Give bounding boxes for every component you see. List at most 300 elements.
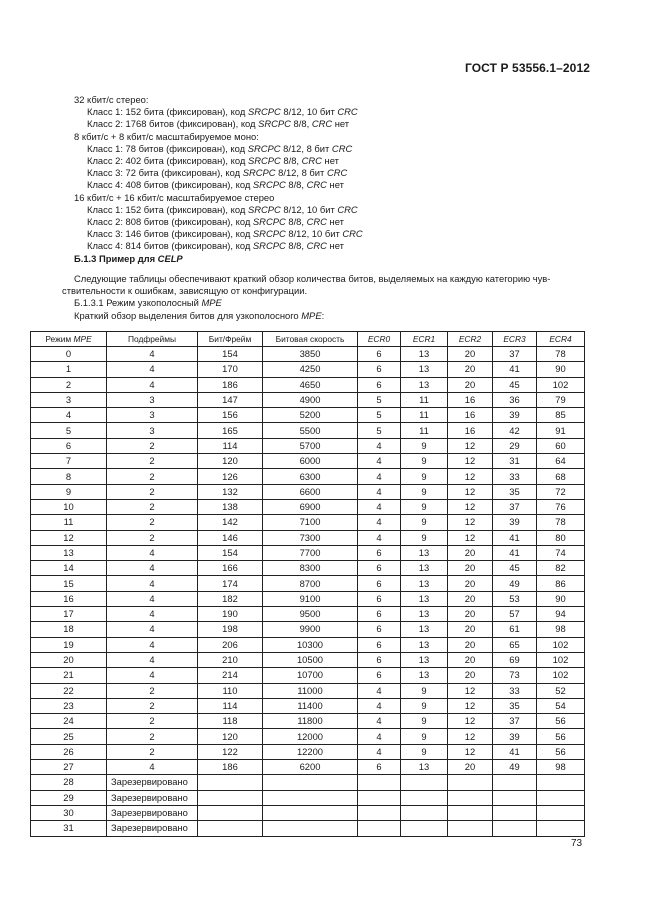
- table-cell: 102: [537, 637, 585, 652]
- table-cell: 4: [358, 469, 401, 484]
- table-cell: 6300: [263, 469, 358, 484]
- line-text: 8 кбит/с + 8 кбит/с масштабируемое моно:: [74, 130, 259, 142]
- table-cell: 20: [448, 362, 493, 377]
- column-header: [31, 332, 107, 347]
- table-cell: 4: [358, 484, 401, 499]
- table-cell: 2: [107, 698, 198, 713]
- table-cell: 4: [107, 576, 198, 591]
- table-cell: 2: [107, 438, 198, 453]
- line-text: Класс 2: 1768 битов (фиксирован), код: [87, 118, 259, 130]
- table-cell: 3850: [263, 347, 358, 362]
- table-cell: 27: [31, 760, 107, 775]
- table-cell: 13: [401, 652, 448, 667]
- table-row: [31, 607, 585, 622]
- table-cell: 4: [358, 515, 401, 530]
- table-cell: 9: [401, 530, 448, 545]
- table-cell: 11: [401, 408, 448, 423]
- table-cell: 120: [198, 729, 263, 744]
- table-cell: 4: [358, 729, 401, 744]
- table-cell: 98: [537, 622, 585, 637]
- table-cell: 5200: [263, 408, 358, 423]
- table-cell: 13: [401, 622, 448, 637]
- table-cell: 26: [31, 744, 107, 759]
- table-cell: 6: [358, 362, 401, 377]
- table-cell: 13: [401, 760, 448, 775]
- table-cell: 4: [358, 683, 401, 698]
- table-cell: 21: [31, 668, 107, 683]
- table-cell: 9: [401, 438, 448, 453]
- table-cell: 165: [198, 423, 263, 438]
- table-cell: 29: [31, 790, 107, 805]
- table-cell: 68: [537, 469, 585, 484]
- table-cell: [401, 821, 448, 836]
- column-header: [401, 332, 448, 347]
- table-cell: 154: [198, 347, 263, 362]
- table-cell: 5500: [263, 423, 358, 438]
- table-cell: 118: [198, 714, 263, 729]
- table-cell: 79: [537, 392, 585, 407]
- table-cell: 13: [401, 668, 448, 683]
- table-cell: 73: [493, 668, 537, 683]
- table-cell: [537, 790, 585, 805]
- table-cell: 114: [198, 698, 263, 713]
- table-cell: [263, 805, 358, 820]
- table-cell: 56: [537, 729, 585, 744]
- line-text: Класс 1: 78 битов (фиксирован), код: [87, 142, 248, 154]
- class-line: [74, 143, 594, 155]
- italic-term: SRCPC: [252, 240, 286, 252]
- table-cell: 5: [358, 408, 401, 423]
- table-cell: [448, 805, 493, 820]
- section-heading-italic: CELP: [157, 253, 183, 264]
- table-row: [31, 484, 585, 499]
- table-cell: 33: [493, 683, 537, 698]
- table-cell: 39: [493, 515, 537, 530]
- table-row: [31, 790, 585, 805]
- table-cell: [448, 821, 493, 836]
- table-cell: 4: [107, 607, 198, 622]
- table-row: [31, 561, 585, 576]
- table-cell: 3: [107, 392, 198, 407]
- table-row: [31, 714, 585, 729]
- table-cell: 10: [31, 499, 107, 514]
- table-cell: 6: [358, 377, 401, 392]
- table-cell: 49: [493, 576, 537, 591]
- table-cell: [448, 775, 493, 790]
- table-cell: [493, 790, 537, 805]
- table-cell: 91: [537, 423, 585, 438]
- table-cell: 5700: [263, 438, 358, 453]
- header-text: Подфреймы: [127, 334, 177, 344]
- table-cell: [493, 805, 537, 820]
- table-cell: 4: [107, 591, 198, 606]
- table-row: [31, 469, 585, 484]
- line-text: Класс 2: 808 битов (фиксирован), код: [87, 216, 253, 228]
- table-cell: 126: [198, 469, 263, 484]
- table-cell: 82: [537, 561, 585, 576]
- table-cell: 122: [198, 744, 263, 759]
- line-text: 8/12, 8 бит: [280, 142, 332, 154]
- line-text: нет: [332, 118, 350, 130]
- line-text: нет: [326, 216, 344, 228]
- table-row: [31, 438, 585, 453]
- table-cell: 52: [537, 683, 585, 698]
- table-cell: 64: [537, 454, 585, 469]
- bit-allocation-table: [30, 331, 585, 837]
- table-cell: 6: [358, 607, 401, 622]
- class-line: [74, 179, 594, 191]
- table-cell: 42: [493, 423, 537, 438]
- document-code: ГОСТ Р 53556.1–2012: [465, 61, 590, 75]
- table-row: [31, 454, 585, 469]
- table-row: [31, 545, 585, 560]
- header-italic: ECR2: [458, 334, 482, 344]
- header-italic: ECR4: [549, 334, 572, 344]
- table-cell: 20: [448, 377, 493, 392]
- table-row: [31, 362, 585, 377]
- column-header: [493, 332, 537, 347]
- table-row: [31, 392, 585, 407]
- table-cell: [401, 775, 448, 790]
- header-italic: ECR3: [503, 334, 526, 344]
- table-cell: 90: [537, 591, 585, 606]
- table-row: [31, 775, 585, 790]
- table-cell: 182: [198, 591, 263, 606]
- table-cell: 102: [537, 652, 585, 667]
- table-cell: 4: [107, 377, 198, 392]
- table-cell: 147: [198, 392, 263, 407]
- table-cell: Зарезервировано: [107, 805, 198, 820]
- table-row: [31, 622, 585, 637]
- table-cell: 6: [358, 668, 401, 683]
- table-cell: 190: [198, 607, 263, 622]
- table-cell: 120: [198, 454, 263, 469]
- paragraph-line-2: ствительности к ошибкам, зависящую от конфигурации.: [62, 285, 308, 297]
- table-cell: 15: [31, 576, 107, 591]
- table-row: [31, 377, 585, 392]
- table-row: [31, 347, 585, 362]
- table-cell: 13: [401, 607, 448, 622]
- table-cell: 20: [448, 545, 493, 560]
- table-cell: 56: [537, 744, 585, 759]
- table-cell: 13: [401, 576, 448, 591]
- bitrate-mode-line: [74, 94, 594, 106]
- table-cell: 20: [448, 760, 493, 775]
- table-cell: 20: [448, 576, 493, 591]
- table-cell: 186: [198, 760, 263, 775]
- class-line: [74, 167, 594, 179]
- table-cell: 4900: [263, 392, 358, 407]
- line-text: Класс 3: 146 битов (фиксирован), код: [87, 228, 253, 240]
- table-cell: 9: [31, 484, 107, 499]
- table-cell: 11000: [263, 683, 358, 698]
- table-cell: 80: [537, 530, 585, 545]
- table-cell: 12: [448, 438, 493, 453]
- table-cell: 6: [358, 637, 401, 652]
- class-line: [74, 240, 594, 252]
- table-cell: 11: [401, 423, 448, 438]
- table-cell: [198, 775, 263, 790]
- italic-term: CRC: [306, 179, 327, 191]
- table-cell: [537, 775, 585, 790]
- line-text: Класс 1: 152 бита (фиксирован), код: [87, 106, 248, 118]
- table-cell: 25: [31, 729, 107, 744]
- italic-term: SRCPC: [247, 142, 281, 154]
- column-header: [358, 332, 401, 347]
- table-cell: 9: [401, 515, 448, 530]
- table-cell: 74: [537, 545, 585, 560]
- table-cell: 9: [401, 698, 448, 713]
- table-cell: 12: [448, 698, 493, 713]
- table-cell: 6: [358, 545, 401, 560]
- table-cell: 4: [31, 408, 107, 423]
- table-cell: 20: [448, 347, 493, 362]
- italic-term: SRCPC: [258, 118, 291, 130]
- table-cell: 2: [107, 499, 198, 514]
- bitrate-mode-line: [74, 131, 594, 143]
- table-cell: 11800: [263, 714, 358, 729]
- table-cell: 7700: [263, 545, 358, 560]
- table-cell: 76: [537, 499, 585, 514]
- table-cell: 12: [448, 454, 493, 469]
- table-cell: 12: [448, 744, 493, 759]
- table-cell: 54: [537, 698, 585, 713]
- table-cell: 2: [107, 469, 198, 484]
- table-cell: 3: [31, 392, 107, 407]
- line-text: 8/12, 10 бит: [280, 106, 338, 118]
- table-cell: 13: [401, 591, 448, 606]
- header-italic: MPE: [73, 334, 92, 344]
- table-cell: 86: [537, 576, 585, 591]
- table-cell: 3: [107, 423, 198, 438]
- column-header: [537, 332, 585, 347]
- table-cell: 2: [107, 454, 198, 469]
- header-text: Режим: [45, 334, 74, 344]
- table-cell: 9500: [263, 607, 358, 622]
- table-cell: 170: [198, 362, 263, 377]
- header-italic: ECR0: [367, 334, 391, 344]
- table-cell: 22: [31, 683, 107, 698]
- table-cell: 13: [401, 377, 448, 392]
- table-cell: 6: [358, 347, 401, 362]
- table-cell: 9900: [263, 622, 358, 637]
- table-cell: 9: [401, 683, 448, 698]
- table-cell: 4: [107, 622, 198, 637]
- table-cell: 4: [358, 714, 401, 729]
- table-cell: 31: [31, 821, 107, 836]
- line-text: нет: [326, 240, 344, 252]
- table-cell: 9: [401, 714, 448, 729]
- italic-term: CRC: [301, 155, 322, 167]
- table-cell: 39: [493, 729, 537, 744]
- table-cell: 110: [198, 683, 263, 698]
- table-cell: [493, 821, 537, 836]
- table-cell: 2: [107, 515, 198, 530]
- table-header-row: [31, 332, 585, 347]
- table-cell: 16: [448, 408, 493, 423]
- header-text: Битовая скорость: [275, 334, 345, 344]
- table-cell: [198, 790, 263, 805]
- table-cell: 24: [31, 714, 107, 729]
- table-cell: 36: [493, 392, 537, 407]
- table-row: [31, 683, 585, 698]
- table-cell: 10500: [263, 652, 358, 667]
- table-cell: 12: [448, 729, 493, 744]
- table-cell: 6000: [263, 454, 358, 469]
- table-cell: 56: [537, 714, 585, 729]
- class-line: [74, 216, 594, 228]
- italic-term: CRC: [311, 118, 333, 130]
- column-header: [263, 332, 358, 347]
- table-cell: 5: [31, 423, 107, 438]
- table-cell: 23: [31, 698, 107, 713]
- table-cell: 33: [493, 469, 537, 484]
- line-text: 8/8,: [290, 118, 312, 130]
- table-cell: 37: [493, 347, 537, 362]
- table-cell: 20: [448, 652, 493, 667]
- line-text: 8/8,: [280, 155, 302, 167]
- table-cell: 2: [107, 729, 198, 744]
- table-cell: 49: [493, 760, 537, 775]
- table-cell: 4250: [263, 362, 358, 377]
- table-cell: 2: [107, 484, 198, 499]
- table-cell: 2: [107, 530, 198, 545]
- table-cell: 2: [31, 377, 107, 392]
- table-cell: [537, 821, 585, 836]
- table-cell: 35: [493, 484, 537, 499]
- table-body: [31, 347, 585, 837]
- table-cell: 72: [537, 484, 585, 499]
- table-cell: 78: [537, 347, 585, 362]
- table-cell: 7100: [263, 515, 358, 530]
- table-cell: [358, 805, 401, 820]
- table-cell: [263, 775, 358, 790]
- table-cell: 61: [493, 622, 537, 637]
- class-line: [74, 228, 594, 240]
- table-cell: 166: [198, 561, 263, 576]
- italic-term: SRCPC: [247, 203, 281, 215]
- caption-italic: MPE: [301, 309, 322, 321]
- table-cell: 6: [358, 652, 401, 667]
- table-cell: 156: [198, 408, 263, 423]
- table-cell: [401, 790, 448, 805]
- table-cell: 11: [31, 515, 107, 530]
- table-cell: 4: [358, 499, 401, 514]
- table-cell: 13: [401, 561, 448, 576]
- table-row: [31, 576, 585, 591]
- table-cell: 16: [31, 591, 107, 606]
- table-cell: 6600: [263, 484, 358, 499]
- subsection-text: Б.1.3.1 Режим узкополосный: [74, 297, 202, 309]
- line-text: Класс 1: 152 бита (фиксирован), код: [87, 203, 248, 215]
- table-cell: 12000: [263, 729, 358, 744]
- table-cell: 6: [358, 576, 401, 591]
- line-text: Класс 4: 408 битов (фиксирован), код: [87, 179, 253, 191]
- table-cell: 4: [107, 652, 198, 667]
- subsection-italic: MPE: [201, 297, 222, 309]
- table-cell: 102: [537, 377, 585, 392]
- table-cell: 206: [198, 637, 263, 652]
- table-cell: 8300: [263, 561, 358, 576]
- italic-term: CRC: [306, 216, 327, 228]
- italic-term: CRC: [337, 203, 358, 215]
- table-cell: 13: [401, 362, 448, 377]
- table-cell: 4: [358, 698, 401, 713]
- class-line: [74, 155, 594, 167]
- table-row: [31, 423, 585, 438]
- table-cell: 12: [448, 499, 493, 514]
- table-cell: 7: [31, 454, 107, 469]
- table-cell: 210: [198, 652, 263, 667]
- table-cell: 98: [537, 760, 585, 775]
- table-cell: 20: [448, 668, 493, 683]
- table-cell: 4650: [263, 377, 358, 392]
- paragraph-line-1: Следующие таблицы обеспечивают краткий обзор количества битов, выделяемых на каждую категорию чув-: [74, 273, 551, 284]
- table-cell: 142: [198, 515, 263, 530]
- table-row: [31, 668, 585, 683]
- table-cell: Зарезервировано: [107, 790, 198, 805]
- table-row: [31, 760, 585, 775]
- header-text: Бит/Фрейм: [208, 334, 252, 344]
- table-cell: 13: [401, 637, 448, 652]
- table-cell: 37: [493, 499, 537, 514]
- table-cell: 6: [31, 438, 107, 453]
- table-cell: 174: [198, 576, 263, 591]
- table-cell: 114: [198, 438, 263, 453]
- class-line: [74, 204, 594, 216]
- table-cell: Зарезервировано: [107, 821, 198, 836]
- table-row: [31, 637, 585, 652]
- italic-term: CRC: [326, 167, 348, 179]
- table-cell: 11400: [263, 698, 358, 713]
- table-cell: [263, 821, 358, 836]
- table-cell: 39: [493, 408, 537, 423]
- table-cell: 154: [198, 545, 263, 560]
- table-row: [31, 821, 585, 836]
- table-cell: 41: [493, 744, 537, 759]
- table-cell: 6: [358, 561, 401, 576]
- table-cell: 45: [493, 377, 537, 392]
- table-row: [31, 744, 585, 759]
- italic-term: CRC: [331, 142, 353, 154]
- table-cell: 6: [358, 760, 401, 775]
- table-cell: [358, 821, 401, 836]
- column-header: [198, 332, 263, 347]
- table-cell: [401, 805, 448, 820]
- table-cell: 41: [493, 545, 537, 560]
- table-cell: [358, 775, 401, 790]
- table-cell: 4: [107, 362, 198, 377]
- table-cell: 5: [358, 392, 401, 407]
- table-cell: 8: [31, 469, 107, 484]
- italic-term: CRC: [306, 240, 327, 252]
- table-caption: [62, 310, 587, 322]
- italic-term: SRCPC: [252, 179, 286, 191]
- column-header: [107, 332, 198, 347]
- table-cell: 20: [448, 561, 493, 576]
- table-cell: 186: [198, 377, 263, 392]
- table-cell: 4: [358, 454, 401, 469]
- table-cell: 4: [358, 530, 401, 545]
- table-cell: 2: [107, 683, 198, 698]
- intro-paragraph: [62, 273, 587, 322]
- table-cell: 29: [493, 438, 537, 453]
- line-text: 8/12, 8 бит: [275, 167, 327, 179]
- table-cell: 4: [107, 561, 198, 576]
- table-cell: 37: [493, 714, 537, 729]
- table-cell: 9: [401, 729, 448, 744]
- table-cell: 12200: [263, 744, 358, 759]
